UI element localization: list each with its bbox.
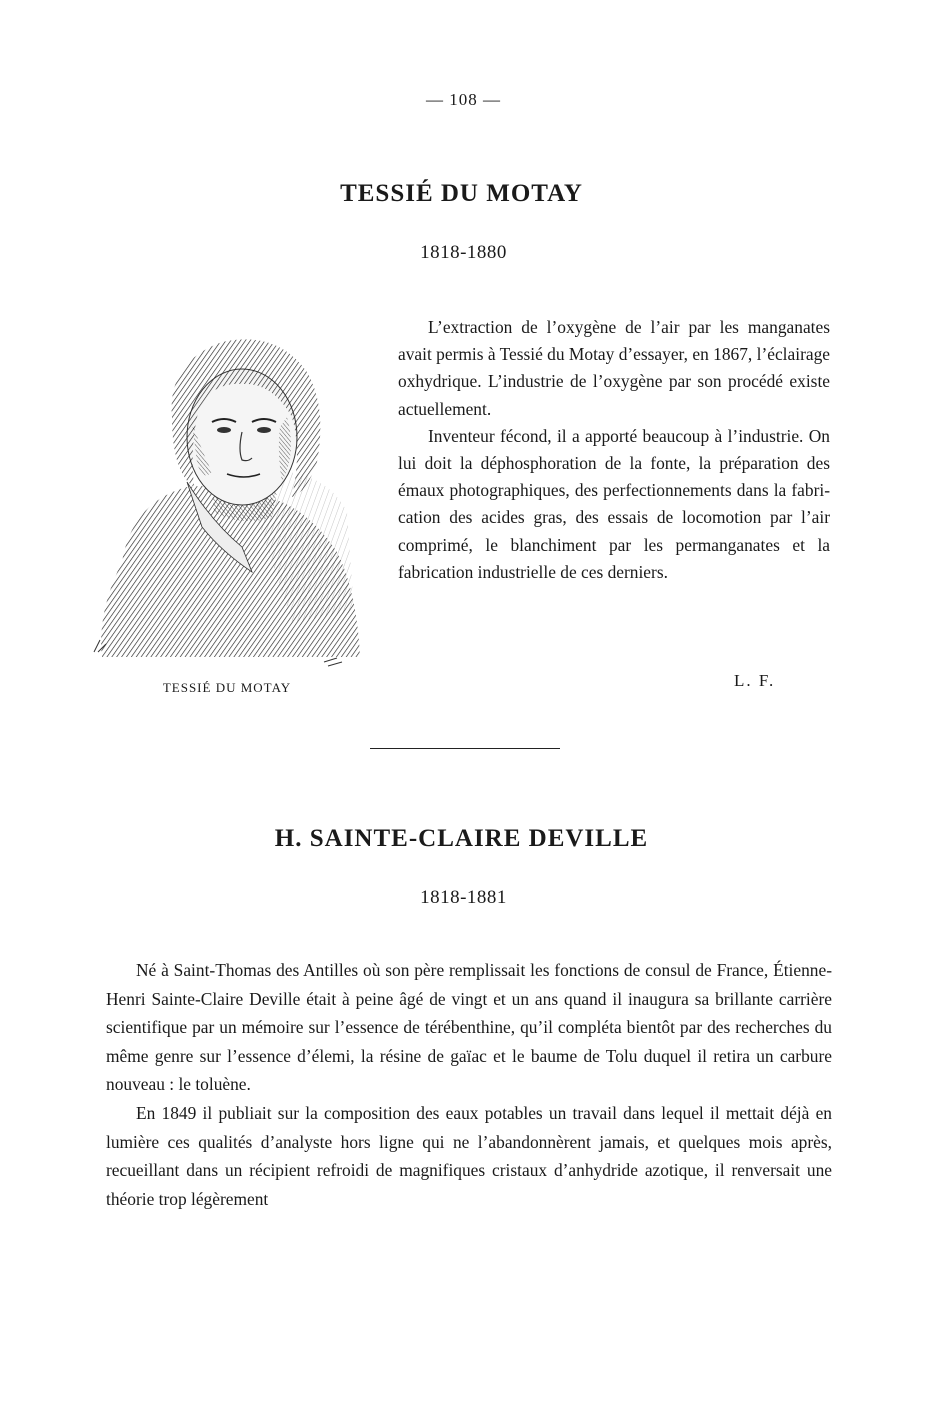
deville-paragraph-1: Né à Saint-Thomas des Antilles où son père remplissait les fonctions de consul de France, Étienne-Henri Sainte-Claire Deville était à peine âgé de vingt et un ans quand il inaugura sa brillante carrière scientifique par un mémoire sur l’essence de térébenthine, qu’il compléta bientôt par des recherches du même genre sur l’essence d’élemi, la résine de gaïac et le baume de Tolu duquel il retira un carbure nouveau : le toluène. (106, 960, 832, 1095)
portrait-engraving (92, 322, 362, 672)
deville-text (106, 956, 832, 1213)
section-divider (370, 748, 560, 749)
signature: L. F. (734, 671, 776, 690)
portrait-caption: TESSIÉ DU MOTAY (162, 680, 292, 695)
section-dates-deville: 1818-1881 (420, 887, 507, 908)
tessie-text (398, 314, 830, 586)
section-title-deville: H. SAINTE-CLAIRE DEVILLE (274, 825, 649, 852)
page-number: — 108 — (426, 90, 501, 109)
tessie-paragraph-1: L’extraction de l’oxygène de l’air par les manganates avait permis à Tessié du Motay d’essayer, en 1867, l’éclairage oxhydrique. L’industrie de l’oxygène par son procédé existe actuellement. (398, 317, 830, 419)
deville-paragraph-2: En 1849 il publiait sur la composition des eaux potables un travail dans lequel il mettait déjà en lumière ces qualités d’analyste hors ligne qui ne l’abandonnèrent jamais, et quelques mois après, recueillant dans un récipient refroidi de magnifiques cristaux d’anhydride azotique, il renversait une théorie trop légèrement (106, 1102, 832, 1209)
section-dates-tessie: 1818-1880 (420, 242, 507, 263)
section-title-tessie: TESSIÉ DU MOTAY (340, 180, 583, 207)
tessie-paragraph-2: Inventeur fécond, il a apporté beaucoup à l’industrie. On lui doit la déphosphoration de la fonte, la préparation des émaux photographiques, des perfectionnements dans la fabrication des acides gras, des essais de locomotion par l’air comprimé, le blanchiment par les permanganates et la fabrication industrielle de ces derniers. (398, 425, 830, 582)
